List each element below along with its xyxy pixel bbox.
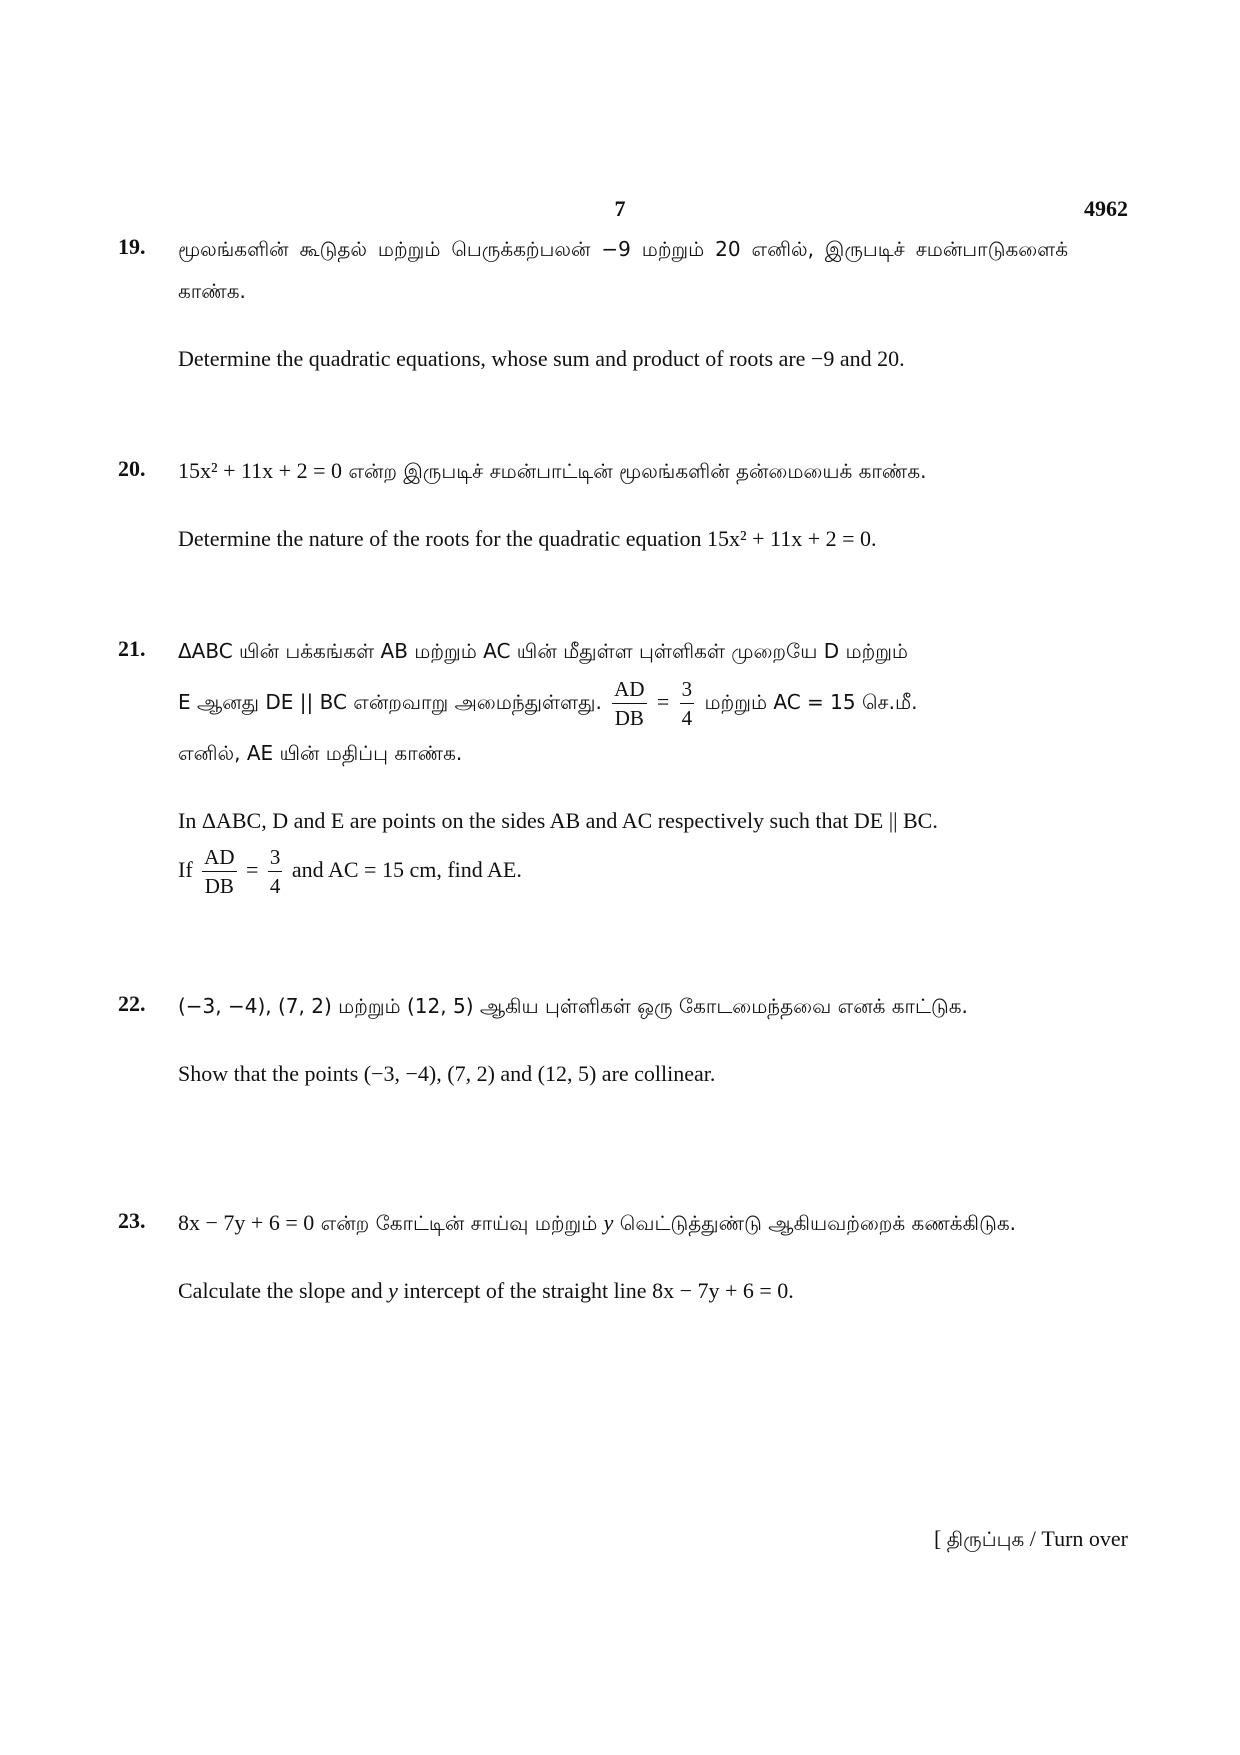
fraction-ad-db bbox=[202, 845, 236, 898]
fraction-denominator: 4 bbox=[681, 706, 693, 730]
question-english: Determine the quadratic equations, whose sum and product of roots are −9 and 20. bbox=[178, 346, 905, 371]
question-tamil-text: மற்றும் AC = 15 செ.மீ. bbox=[704, 690, 918, 714]
question-english: Show that the points (−3, −4), (7, 2) and (12, 5) are collinear. bbox=[178, 1061, 716, 1086]
equals-sign: = bbox=[246, 857, 259, 882]
question-body bbox=[178, 630, 1068, 898]
question-english-text: If bbox=[178, 857, 193, 882]
equation: 15x² + 11x + 2 = 0. bbox=[707, 526, 877, 551]
question-tamil bbox=[178, 1202, 1068, 1244]
question-number: 23. bbox=[118, 1208, 146, 1233]
equals-sign: = bbox=[656, 689, 670, 714]
fraction-numerator: 3 bbox=[268, 845, 283, 872]
question-tamil-text: என்ற இருபடிச் சமன்பாட்டின் மூலங்களின் தன்மையைக் காண்க. bbox=[342, 459, 927, 483]
equation: 8x − 7y + 6 = 0 bbox=[178, 1210, 315, 1235]
question-number: 22. bbox=[118, 991, 146, 1016]
question-tamil-text: வெட்டுத்துண்டு ஆகியவற்றைக் கணக்கிடுக. bbox=[613, 1211, 1016, 1235]
question-tamil-text: என்ற கோட்டின் சாய்வு மற்றும் bbox=[314, 1211, 604, 1235]
question-body bbox=[178, 228, 1068, 380]
question-body bbox=[178, 985, 1068, 1095]
turn-over-english: Turn over bbox=[1041, 1526, 1128, 1551]
question-english bbox=[178, 1270, 1068, 1312]
fraction-numerator: AD bbox=[202, 845, 236, 872]
fraction-numerator: 3 bbox=[680, 677, 695, 704]
question-body bbox=[178, 450, 1068, 560]
equation: 8x − 7y + 6 = 0. bbox=[652, 1278, 794, 1303]
fraction-ratio bbox=[680, 677, 695, 730]
question-tamil: (−3, −4), (7, 2) மற்றும் (12, 5) ஆகிய புள்ளிகள் ஒரு கோடமைந்தவை எனக் காட்டுக. bbox=[178, 994, 968, 1018]
separator: / bbox=[1024, 1526, 1042, 1551]
question-english-line-2 bbox=[178, 842, 1068, 898]
equation: 15x² + 11x + 2 = 0 bbox=[178, 458, 343, 483]
turn-over-note bbox=[934, 1526, 1128, 1554]
question-english-text: intercept of the straight line bbox=[397, 1278, 653, 1303]
bracket: [ bbox=[933, 1526, 942, 1551]
fraction-denominator: 4 bbox=[269, 874, 281, 899]
question-number: 21. bbox=[118, 636, 146, 661]
paper-code: 4962 bbox=[1084, 196, 1128, 221]
question-tamil: மூலங்களின் கூடுதல் மற்றும் பெருக்கற்பலன் −9 மற்றும் 20 எனில், இருபடிச் சமன்பாடுகளைக் காண்க. bbox=[178, 237, 1068, 303]
question-english bbox=[178, 518, 1068, 560]
variable: y bbox=[388, 1278, 398, 1303]
question-tamil-text: E ஆனது DE || BC என்றவாறு அமைந்துள்ளது. bbox=[178, 690, 602, 714]
question-tamil bbox=[178, 450, 1068, 492]
question-english-text: Calculate the slope and bbox=[178, 1278, 389, 1303]
question-number: 20. bbox=[118, 456, 146, 481]
question-body bbox=[178, 1202, 1068, 1312]
turn-over-tamil: திருப்புக bbox=[946, 1527, 1025, 1551]
question-tamil-line-1: ΔABC யின் பக்கங்கள் AB மற்றும் AC யின் மீதுள்ள புள்ளிகள் முறையே D மற்றும் bbox=[178, 639, 908, 663]
page-number: 7 bbox=[614, 196, 626, 221]
question-tamil-line-3: எனில், AE யின் மதிப்பு காண்க. bbox=[178, 741, 463, 765]
variable: y bbox=[603, 1210, 614, 1235]
fraction-denominator: DB bbox=[204, 874, 234, 899]
question-english-line-1: In ΔABC, D and E are points on the sides AB and AC respectively such that DE || BC. bbox=[178, 808, 938, 833]
question-english-text: Determine the nature of the roots for the quadratic equation bbox=[178, 526, 708, 551]
question-tamil-line-2 bbox=[178, 672, 1068, 732]
fraction-numerator: AD bbox=[612, 677, 646, 704]
fraction-denominator: DB bbox=[614, 706, 644, 730]
fraction-ratio bbox=[268, 845, 283, 898]
question-english-text: and AC = 15 cm, find AE. bbox=[291, 857, 522, 882]
question-number: 19. bbox=[118, 234, 146, 259]
fraction-ad-db bbox=[612, 677, 646, 730]
